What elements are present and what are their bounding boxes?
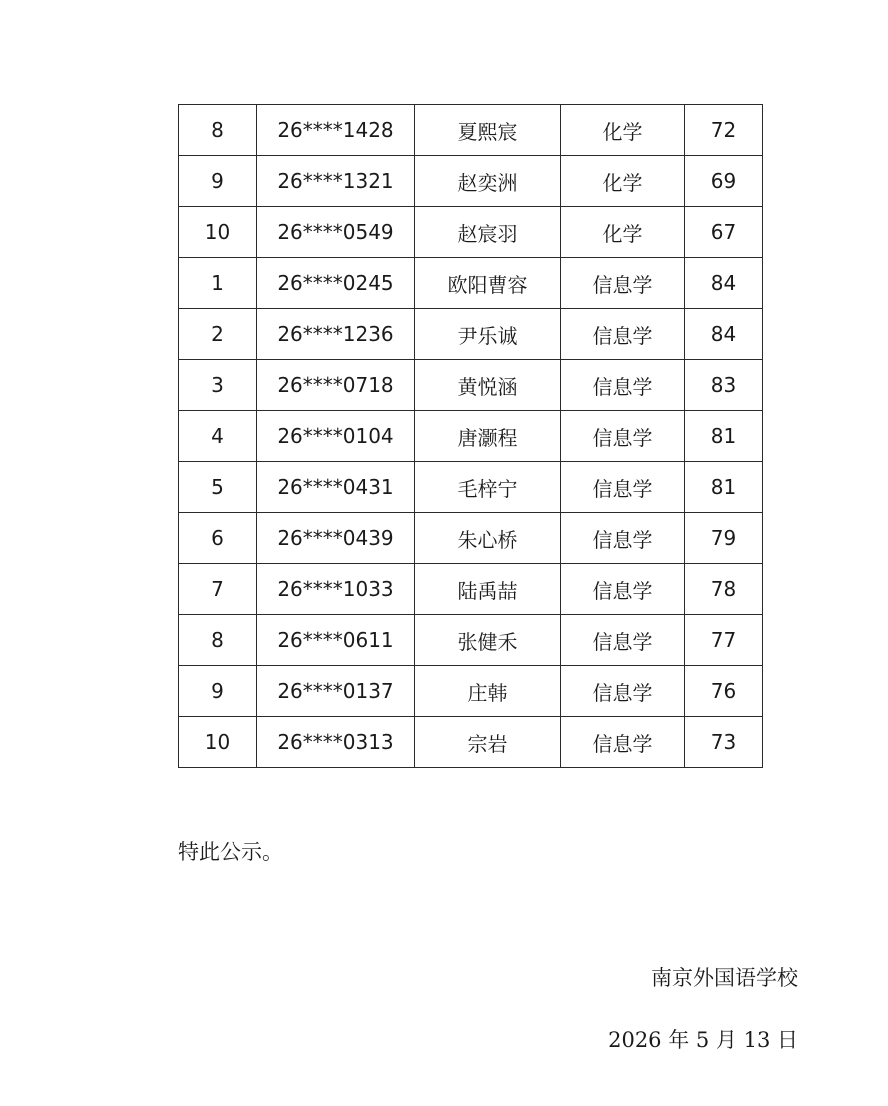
rank-cell: 4 [179, 411, 257, 462]
table-row [179, 513, 763, 564]
announcement-date: 2026 年 5 月 13 日 [608, 1028, 798, 1052]
name-cell: 欧阳曹容 [415, 258, 561, 309]
subject-cell: 化学 [561, 156, 685, 207]
table-row [179, 207, 763, 258]
score-cell: 79 [685, 513, 763, 564]
name-cell: 尹乐诚 [415, 309, 561, 360]
table-row [179, 105, 763, 156]
rank-cell: 1 [179, 258, 257, 309]
rank-cell: 3 [179, 360, 257, 411]
subject-cell: 化学 [561, 207, 685, 258]
score-cell: 83 [685, 360, 763, 411]
table-row [179, 309, 763, 360]
notice-text: 特此公示。 [178, 840, 283, 864]
name-cell: 赵奕洲 [415, 156, 561, 207]
table-row [179, 360, 763, 411]
score-cell: 81 [685, 411, 763, 462]
school-name: 南京外国语学校 [651, 966, 798, 990]
name-cell: 朱心桥 [415, 513, 561, 564]
rank-cell: 10 [179, 207, 257, 258]
table-row [179, 258, 763, 309]
score-cell: 69 [685, 156, 763, 207]
candidate-id-cell: 26****0718 [257, 360, 415, 411]
candidate-id-cell: 26****0313 [257, 717, 415, 768]
name-cell: 夏熙宸 [415, 105, 561, 156]
candidate-id-cell: 26****0245 [257, 258, 415, 309]
candidate-id-cell: 26****0439 [257, 513, 415, 564]
subject-cell: 信息学 [561, 462, 685, 513]
results-table [178, 104, 763, 768]
table-row [179, 666, 763, 717]
candidate-id-cell: 26****0611 [257, 615, 415, 666]
rank-cell: 2 [179, 309, 257, 360]
subject-cell: 信息学 [561, 615, 685, 666]
name-cell: 唐灏程 [415, 411, 561, 462]
score-cell: 77 [685, 615, 763, 666]
rank-cell: 9 [179, 666, 257, 717]
candidate-id-cell: 26****1428 [257, 105, 415, 156]
candidate-id-cell: 26****1321 [257, 156, 415, 207]
subject-cell: 信息学 [561, 513, 685, 564]
rank-cell: 6 [179, 513, 257, 564]
name-cell: 庄韩 [415, 666, 561, 717]
table-row [179, 717, 763, 768]
subject-cell: 信息学 [561, 666, 685, 717]
rank-cell: 9 [179, 156, 257, 207]
rank-cell: 5 [179, 462, 257, 513]
table-row [179, 462, 763, 513]
table-row [179, 156, 763, 207]
score-cell: 78 [685, 564, 763, 615]
rank-cell: 8 [179, 615, 257, 666]
subject-cell: 信息学 [561, 258, 685, 309]
subject-cell: 信息学 [561, 411, 685, 462]
name-cell: 毛梓宁 [415, 462, 561, 513]
candidate-id-cell: 26****0137 [257, 666, 415, 717]
subject-cell: 信息学 [561, 360, 685, 411]
name-cell: 赵宸羽 [415, 207, 561, 258]
rank-cell: 7 [179, 564, 257, 615]
table-row [179, 411, 763, 462]
table-row [179, 564, 763, 615]
table-row [179, 615, 763, 666]
name-cell: 陆禹喆 [415, 564, 561, 615]
subject-cell: 信息学 [561, 717, 685, 768]
candidate-id-cell: 26****0104 [257, 411, 415, 462]
subject-cell: 化学 [561, 105, 685, 156]
candidate-id-cell: 26****0549 [257, 207, 415, 258]
score-cell: 67 [685, 207, 763, 258]
candidate-id-cell: 26****1236 [257, 309, 415, 360]
subject-cell: 信息学 [561, 564, 685, 615]
name-cell: 张健禾 [415, 615, 561, 666]
candidate-id-cell: 26****0431 [257, 462, 415, 513]
score-cell: 73 [685, 717, 763, 768]
rank-cell: 8 [179, 105, 257, 156]
subject-cell: 信息学 [561, 309, 685, 360]
score-cell: 72 [685, 105, 763, 156]
name-cell: 宗岩 [415, 717, 561, 768]
score-cell: 84 [685, 258, 763, 309]
candidate-id-cell: 26****1033 [257, 564, 415, 615]
score-cell: 81 [685, 462, 763, 513]
score-cell: 84 [685, 309, 763, 360]
rank-cell: 10 [179, 717, 257, 768]
score-cell: 76 [685, 666, 763, 717]
name-cell: 黄悦涵 [415, 360, 561, 411]
